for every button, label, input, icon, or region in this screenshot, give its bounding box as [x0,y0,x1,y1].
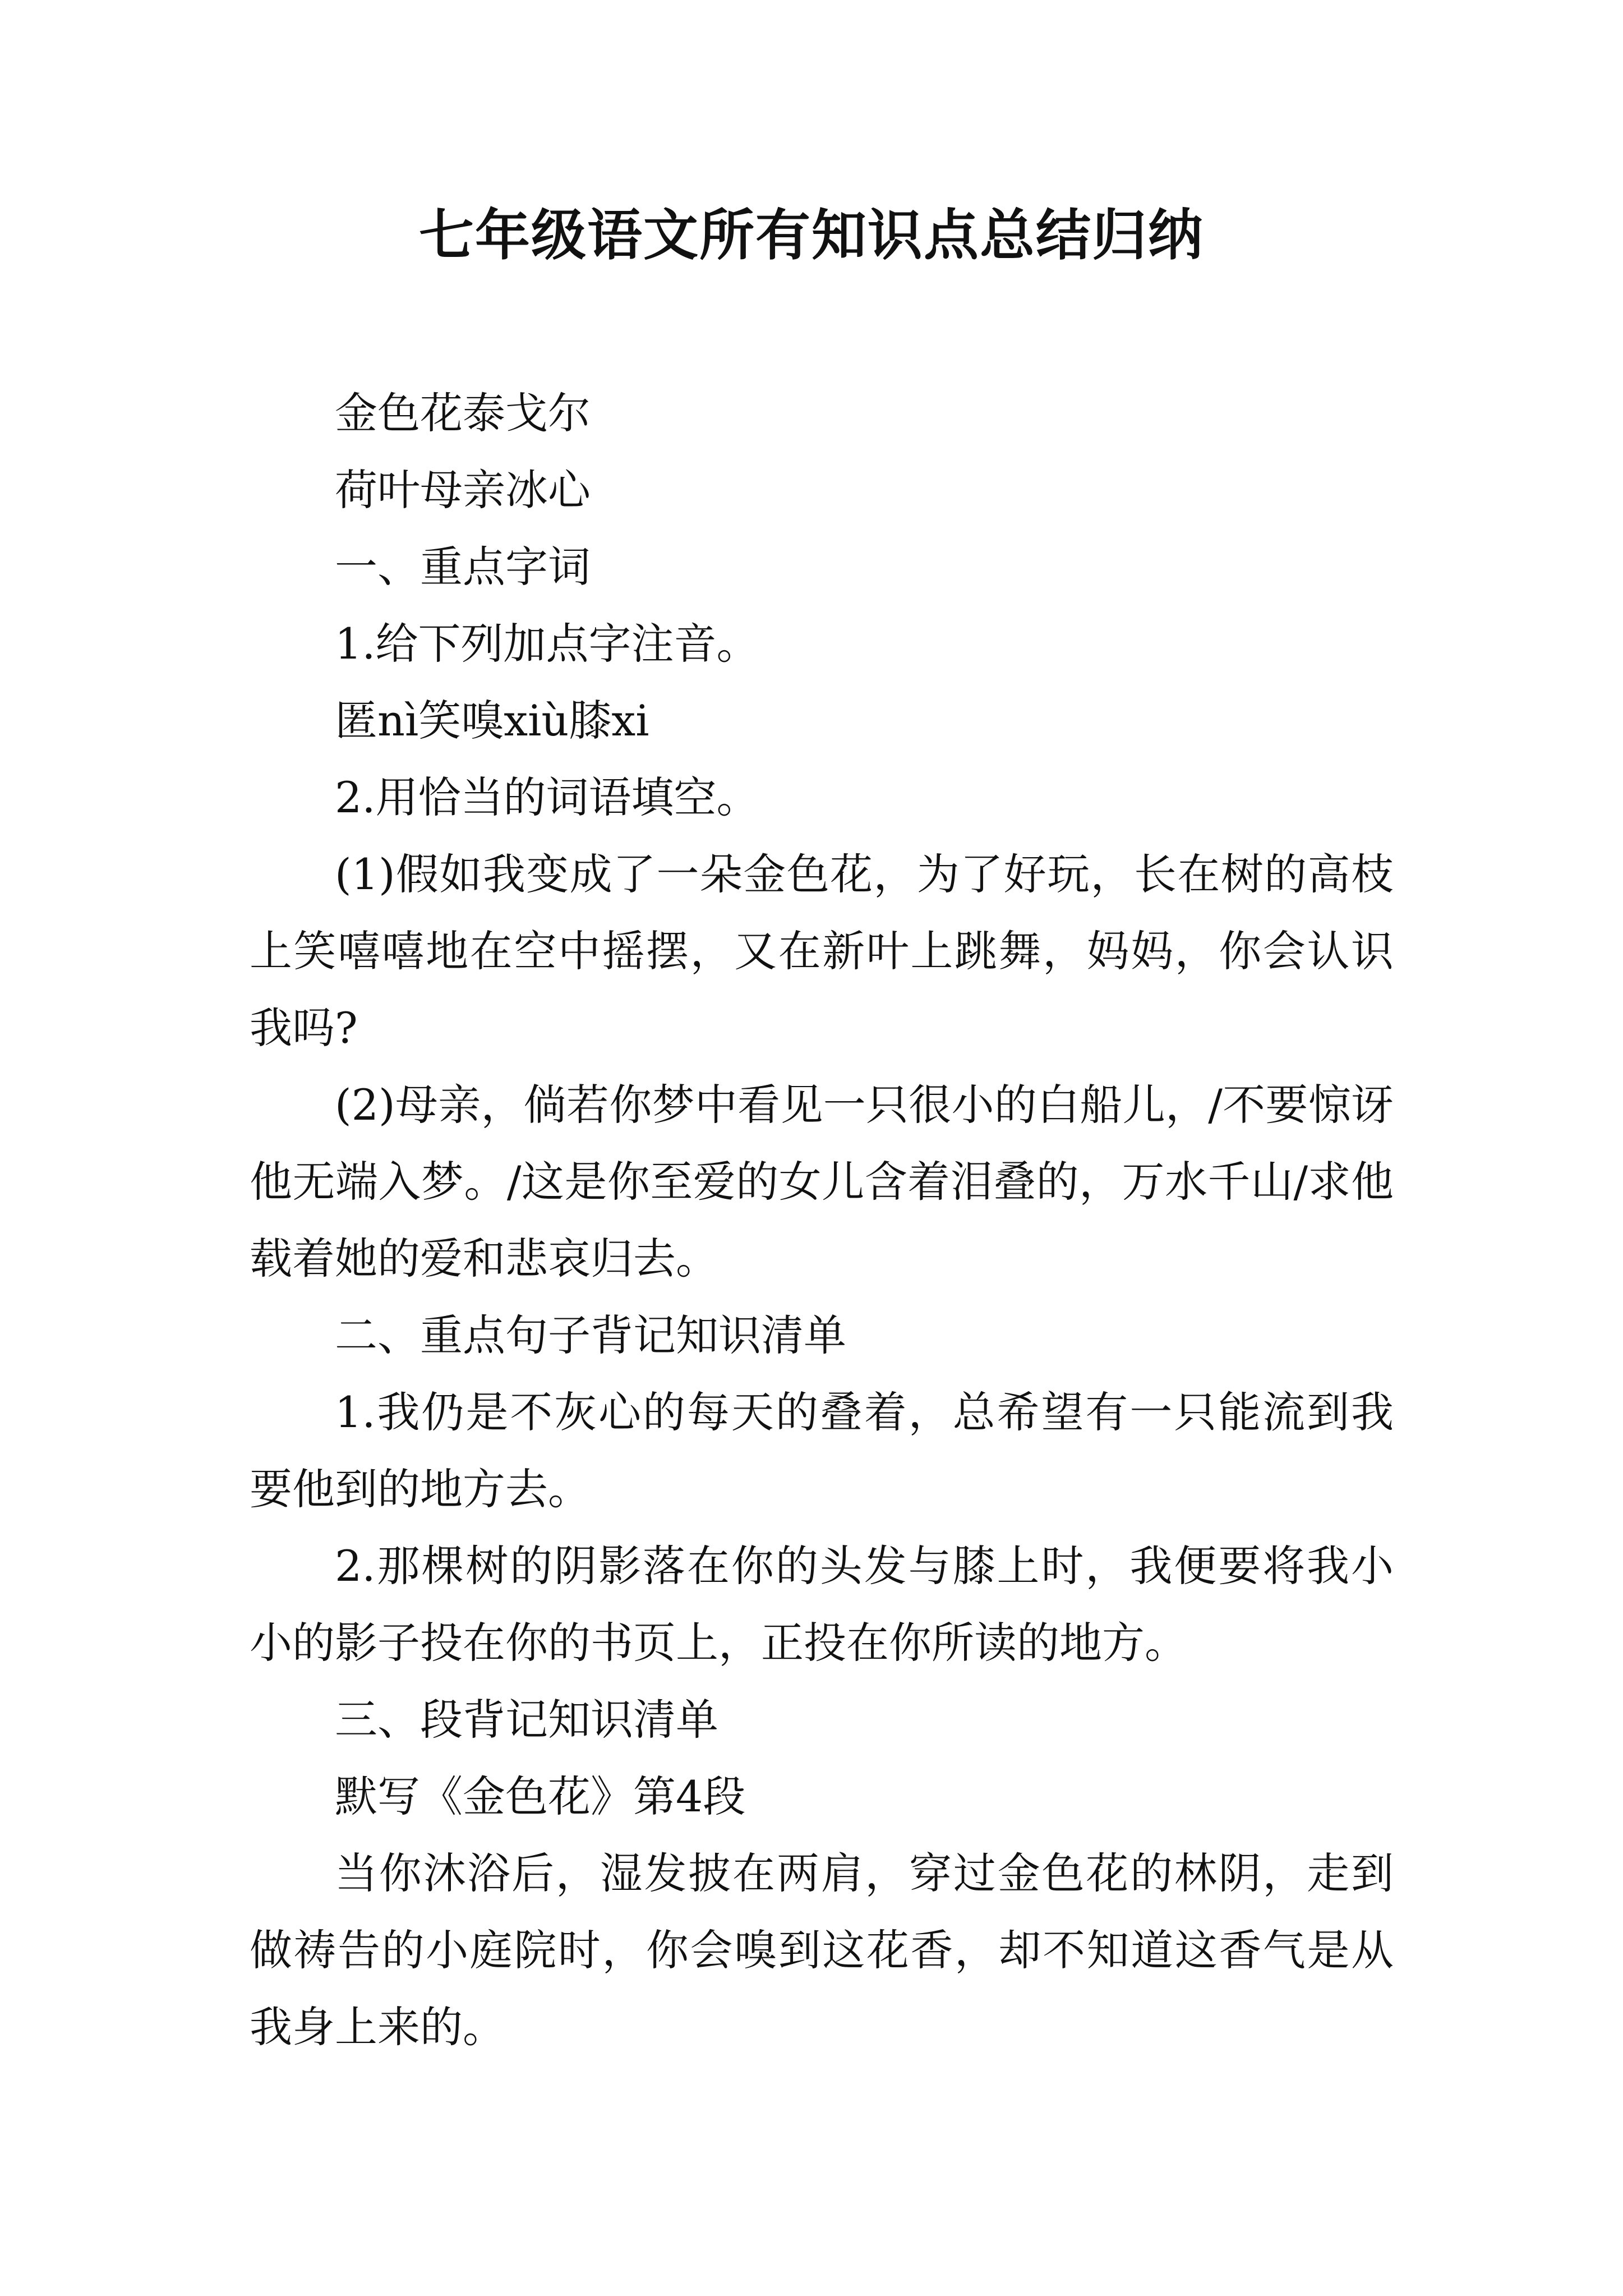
passage-instruction: 默写《金色花》第4段 [335,1772,746,1821]
section-heading-vocabulary: 一、重点字词 [335,542,591,592]
question-pinyin: 1.给下列加点字注音。 [335,619,759,669]
sentence-item-2: 2.那棵树的阴影落在你的头发与膝上时，我便要将我小小的影子投在你的书页上，正投在你所读的地方。 [250,1541,1394,1668]
fill-blank-item-1: (1)假如我变成了一朵金色花，为了好玩，长在树的高枝上笑嘻嘻地在空中摇摆，又在新叶上跳舞，妈妈，你会认识我吗? [250,849,1394,1053]
pinyin-answers: 匿nì笑嗅xiù膝xi [335,696,649,746]
document-title: 七年级语文所有知识点总结归纳 [418,203,1204,268]
passage-text: 当你沐浴后，湿发披在两肩，穿过金色花的林阴，走到做祷告的小庭院时，你会嗅到这花香，却不知道这香气是从我身上来的。 [250,1848,1394,2052]
paragraph-poem-title-1: 金色花泰戈尔 [335,388,591,438]
question-fill-blank: 2.用恰当的词语填空。 [335,772,759,822]
sentence-item-1: 1.我仍是不灰心的每天的叠着，总希望有一只能流到我要他到的地方去。 [250,1387,1394,1514]
paragraph-poem-title-2: 荷叶母亲冰心 [335,465,591,515]
fill-blank-item-2: (2)母亲，倘若你梦中看见一只很小的白船儿，/不要惊讶他无端入梦。/这是你至爱的女儿含着泪叠的，万水千山/求他载着她的爱和悲哀归去。 [250,1080,1394,1283]
document-body [250,375,1394,2065]
section-heading-passage: 三、段背记知识清单 [335,1695,718,1745]
section-heading-sentences: 二、重点句子背记知识清单 [335,1310,846,1360]
